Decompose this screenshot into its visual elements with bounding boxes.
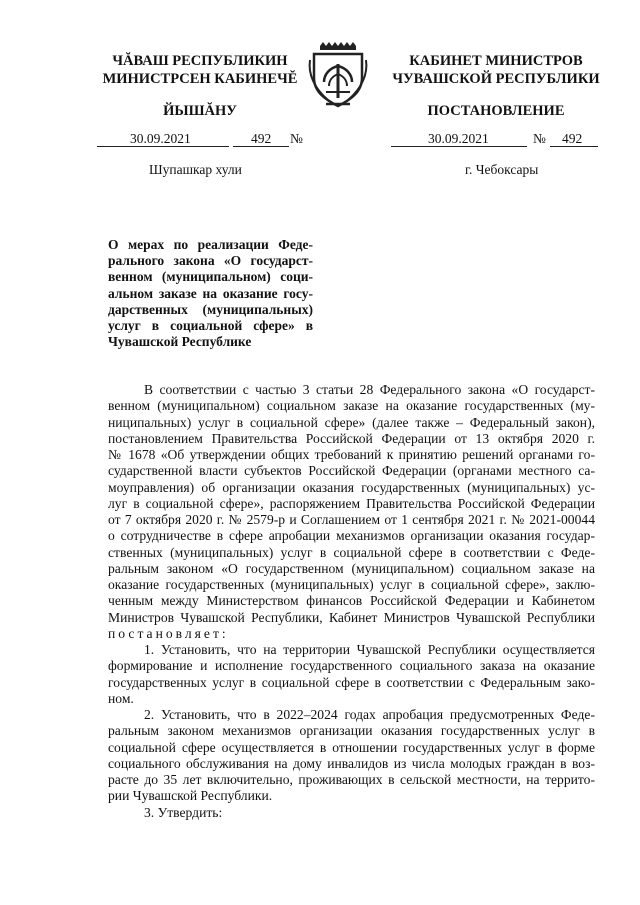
header-right: [386, 52, 606, 120]
left-place: Шупашкар хули: [149, 162, 242, 177]
chuvash-emblem-icon: [306, 40, 370, 112]
header-right-doctype: ПОСТАНОВЛЕНИЕ: [427, 103, 565, 119]
body-line: оказание государственных (муниципальных) услуг в социальной сфере», заклю-: [108, 577, 595, 592]
body-line: Министров Чувашской Республики, Кабинет Министров Чувашской Республики: [108, 609, 595, 625]
body-line: от 7 октября 2020 г. № 2579-р и Соглашением от 1 сентября 2021 г. № 2021-00044: [108, 512, 595, 527]
title-line: рального закона «О государст-: [108, 253, 313, 269]
header-left-line1: ЧĂВАШ РЕСПУБЛИКИН: [112, 53, 288, 69]
right-date: 30.09.2021: [428, 131, 489, 146]
body-line: постановлением Правительства Российской Федерации от 13 октября 2020 г.: [108, 430, 595, 446]
body-line: социального обслуживания на дому инвалидов из числа молодых граждан в воз-: [108, 755, 595, 771]
paragraph-2: [108, 707, 595, 805]
body-line: В соответствии с частью 3 статьи 28 Федерального закона «О государст-: [144, 382, 595, 397]
body-line: о сотрудничестве в сфере апробации механизмов организации оказания государ-: [108, 528, 595, 544]
body-line: ральным законом «О государственном (муниципальном) социальном заказе на: [108, 560, 595, 576]
emblem-icon: [306, 40, 370, 112]
body-line: социальной сфере осуществляется в отношении государственных услуг в форме: [108, 739, 595, 755]
body-line: 1. Установить, что на территории Чувашской Республики осуществляется: [144, 642, 595, 657]
title-line: дарственных (муниципальных): [108, 301, 313, 317]
body-line: расте до 35 лет включительно, проживающих в сельской местности, на террито-: [108, 772, 595, 787]
decree-word: постановляет:: [108, 625, 229, 641]
title-line: Чувашской Республике: [108, 334, 252, 350]
body-line: рии Чувашской Республики.: [108, 788, 273, 804]
body-line: ственных (муниципальных) услуг в социальной сфере в соответствии с Феде-: [108, 544, 595, 560]
paragraph-3: [108, 805, 595, 821]
body-line: ном.: [108, 690, 134, 706]
document-body: [108, 382, 595, 821]
document-title: [108, 237, 313, 350]
left-number: 492: [251, 131, 272, 146]
body-line: сударственной власти субъектов Российской Федерации (органами местного са-: [108, 463, 595, 479]
right-number: 492: [562, 131, 583, 146]
body-line: луг в социальной сфере», распоряжением Правительства Российской Федерации: [108, 495, 595, 511]
body-line: формирование и исполнение государственного социального заказа на оказание: [108, 658, 595, 674]
left-number-sign: №: [290, 131, 303, 146]
title-line: венном (муниципальном) соци-: [108, 269, 313, 285]
paragraph-1: [108, 642, 595, 707]
body-line: 3. Утвердить:: [144, 804, 223, 820]
right-number-sign: №: [533, 131, 546, 146]
body-line: венном (муниципальном) социальном заказе на оказание государственных (му-: [108, 398, 595, 414]
header-right-line2: ЧУВАШСКОЙ РЕСПУБЛИКИ: [392, 71, 600, 87]
header-left-line2: МИНИСТРСЕН КАБИНЕЧĔ: [102, 71, 298, 87]
body-line: ниципальных) услуг в социальной сфере» (далее также – Федеральный закон),: [108, 414, 595, 430]
body-line: № 1678 «Об утверждении общих требований к принятию решений органами го-: [108, 447, 595, 462]
body-line: 2. Установить, что в 2022–2024 годах апробация предусмотренных Феде-: [144, 707, 595, 722]
title-line: альном заказе на оказание госу-: [108, 285, 313, 301]
right-place: г. Чебоксары: [465, 162, 539, 177]
header-right-line1: КАБИНЕТ МИНИСТРОВ: [409, 53, 583, 69]
title-line: услуг в социальной сфере» в: [108, 318, 313, 334]
header-left-doctype: ЙЫШĂНУ: [163, 103, 237, 119]
header-left: [95, 52, 305, 120]
body-line: моуправления) об организации оказания государственных (муниципальных) ус-: [108, 479, 595, 495]
body-line: государственных услуг в социальной сфере в соответствии с Федеральным зако-: [108, 674, 595, 690]
paragraph-preamble: [108, 382, 595, 642]
body-line: ральным законом механизмов организации оказания государственных услуг в: [108, 723, 595, 739]
left-date: 30.09.2021: [130, 131, 191, 146]
title-line: О мерах по реализации Феде-: [108, 237, 313, 252]
body-line: ченным между Министерством финансов Российской Федерации и Кабинетом: [108, 593, 595, 609]
